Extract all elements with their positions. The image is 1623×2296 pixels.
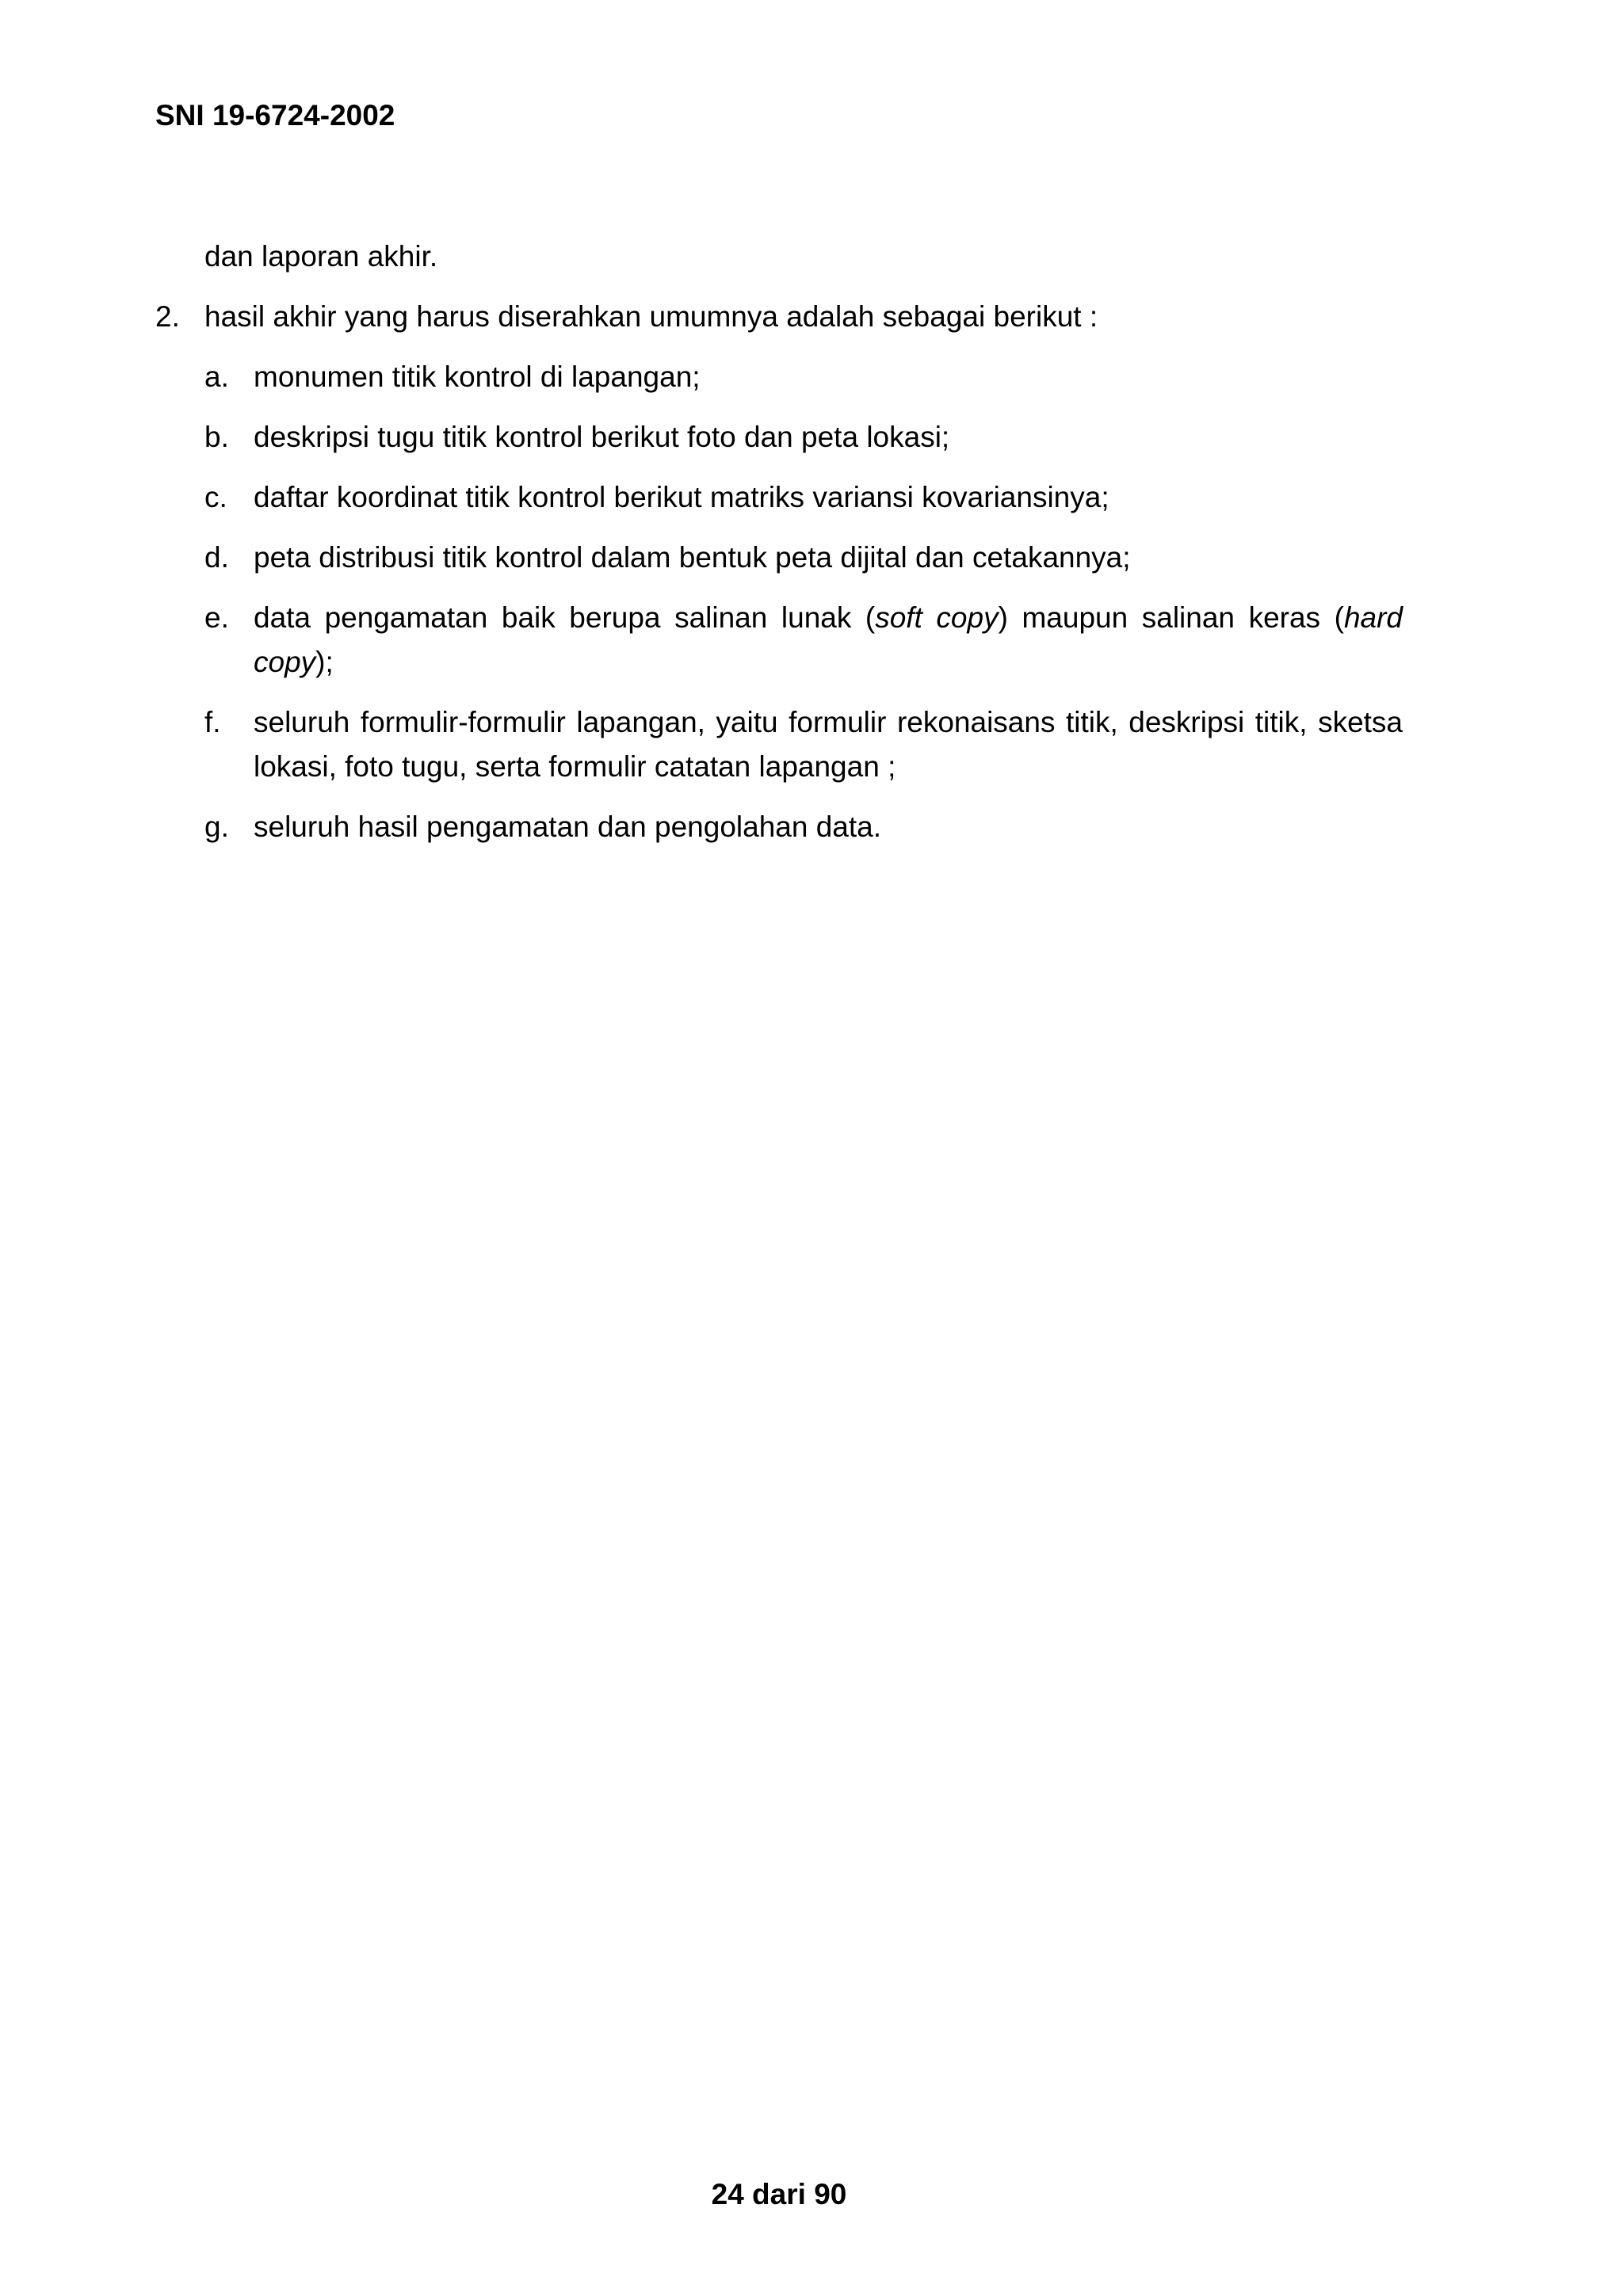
sublist-item-text: peta distribusi titik kontrol dalam bentuk peta dijital dan cetakannya; <box>254 541 1131 574</box>
sublist-item-text: monumen titik kontrol di lapangan; <box>254 360 701 393</box>
sublist-item-b <box>155 415 1403 460</box>
italic-term: soft copy <box>875 601 999 634</box>
sublist-marker: c. <box>204 481 227 513</box>
sublist-item-g <box>155 805 1403 849</box>
text-segment: data pengamatan baik berupa salinan lunak ( <box>254 601 876 634</box>
italic-term: hard copy <box>254 601 1403 678</box>
sublist <box>155 355 1403 849</box>
list-item-2 <box>155 295 1403 339</box>
sublist-item-f <box>155 700 1403 789</box>
sublist-marker: b. <box>204 421 229 453</box>
sublist-item-text <box>254 596 1403 685</box>
list-marker: 2. <box>155 300 180 333</box>
sublist-item-text: seluruh hasil pengamatan dan pengolahan data. <box>254 810 882 843</box>
sublist-item-text: seluruh formulir-formulir lapangan, yaitu formulir rekonaisans titik, deskripsi titik, sketsa lokasi, foto tugu, serta formulir catatan lapangan ; <box>254 706 1403 783</box>
sublist-marker: d. <box>204 541 229 574</box>
document-header-id: SNI 19-6724-2002 <box>155 99 395 132</box>
sublist-item-a <box>155 355 1403 399</box>
sublist-marker: g. <box>204 810 229 843</box>
sublist-item-text: deskripsi tugu titik kontrol berikut foto dan peta lokasi; <box>254 421 950 453</box>
page-number: 24 dari 90 <box>711 2178 847 2210</box>
sublist-item-e <box>155 596 1403 685</box>
text-segment: ); <box>315 646 334 678</box>
list-item-text: hasil akhir yang harus diserahkan umumnya adalah sebagai berikut : <box>204 300 1098 333</box>
continuation-text: dan laporan akhir. <box>204 240 438 273</box>
sublist-marker: e. <box>204 601 229 634</box>
sublist-item-c <box>155 475 1403 520</box>
sublist-item-d <box>155 536 1403 580</box>
document-body <box>155 235 1403 865</box>
sublist-marker: f. <box>204 706 221 738</box>
sublist-item-text: daftar koordinat titik kontrol berikut matriks variansi kovariansinya; <box>254 481 1109 513</box>
sublist-marker: a. <box>204 360 229 393</box>
text-segment: ) maupun salinan keras ( <box>998 601 1344 634</box>
